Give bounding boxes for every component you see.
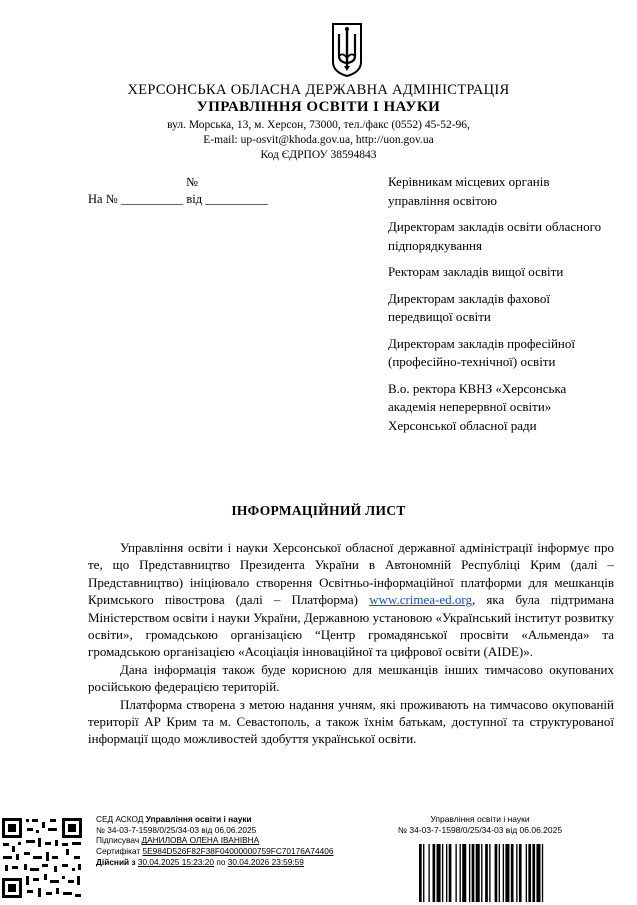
recipient-item: Директорам закладів освіти обласного підпорядкування xyxy=(388,219,602,253)
document-title: ІНФОРМАЦІЙНИЙ ЛИСТ xyxy=(231,503,406,518)
signature-number: № 34-03-7-1598/0/25/34-03 від 06.06.2025 xyxy=(96,824,257,835)
paragraph-1-text: Управління освіти і науки Херсонської обласної державної адміністрації інформує про те, що Представництво Президента України в Автономній Республіці Крим (далі – Представництво) ініціювало створення Освітньо-інформаційної платформи для мешканців Кримського півострова (далі – Платформа) xyxy=(88,540,614,608)
recipient-item: Ректорам закладів вищої освіти xyxy=(388,264,564,279)
platform-link[interactable]: www.crimea-ed.org xyxy=(369,592,473,608)
recipient-item: В.о. ректора КВНЗ «Херсонська академія неперервної освіти» Херсонської обласної ради xyxy=(388,380,567,433)
qr-code-icon xyxy=(0,816,84,900)
registration-number-line: № 34-03-7-1598/0/25/34-03 від 06.06.2025 xyxy=(397,825,563,835)
signature-validity-line: Дійсний з 30.04.2025 15:23:20 по 30.04.2026 23:59:59 xyxy=(96,856,304,867)
registration-org: Управління освіти і науки xyxy=(430,814,530,824)
paragraph-1-text-end: , яка була підтримана Міністерством освіти і науки України, Державною установою «Український інститут розвитку освіти», громадською організацією “Центр громадянської просвіти «Альменда» та громадською організацією «Асоціація інноваційної та цифрової освіти (AIDE)». xyxy=(88,592,615,660)
barcode-icon xyxy=(419,844,579,902)
letter-body xyxy=(88,539,614,748)
paragraph-3: Платформа створена з метою надання учням, які проживають на тимчасово окупованій території АР Крим та м. Севастополь, а також їхнім батькам, доступної та структурованої інформації щодо можливостей здобуття української освіти. xyxy=(88,696,614,747)
edrpou-code: Код ЄДРПОУ 38594843 xyxy=(260,149,377,161)
signature-system-line: СЕД АСКОД Управління освіти і науки xyxy=(96,814,252,824)
signature-signer-line: Підписувач ДАНИЛОВА ОЛЕНА ІВАНІВНА xyxy=(96,835,260,846)
coat-of-arms-icon xyxy=(330,22,364,78)
certificate-id: 5E984D526F82F38F04000000759FC70176A74406 xyxy=(142,846,334,857)
outgoing-number-label: № xyxy=(186,175,198,189)
signature-certificate-line: Сертифікат 5E984D526F82F38F04000000759FC70176A74406 xyxy=(96,846,334,857)
address-line: вул. Морська, 13, м. Херсон, 73000, тел./факс (0552) 45-52-96, xyxy=(167,119,470,131)
signer-name: ДАНИЛОВА ОЛЕНА ІВАНІВНА xyxy=(141,835,260,846)
registration-stamp xyxy=(380,814,580,836)
contacts-line: E-mail: up-osvit@khoda.gov.ua, http://uon.gov.ua xyxy=(203,134,434,146)
paragraph-1 xyxy=(88,539,614,661)
recipient-item: Керівникам місцевих органів управління освітою xyxy=(388,174,550,208)
recipients-list xyxy=(388,173,608,443)
department-name: УПРАВЛІННЯ ОСВІТИ І НАУКИ xyxy=(196,99,441,115)
paragraph-2: Дана інформація також буде корисною для мешканців інших тимчасово окупованих російською федерацією територій. xyxy=(88,661,614,695)
org-name: ХЕРСОНСЬКА ОБЛАСНА ДЕРЖАВНА АДМІНІСТРАЦІЯ xyxy=(127,82,510,98)
recipient-item: Директорам закладів фахової передвищої освіти xyxy=(388,290,550,324)
recipient-item: Директорам закладів професійної (професійно-технічної) освіти xyxy=(388,335,575,369)
reference-number-line: На № __________ від __________ xyxy=(88,192,268,206)
digital-signature-block xyxy=(96,814,333,868)
